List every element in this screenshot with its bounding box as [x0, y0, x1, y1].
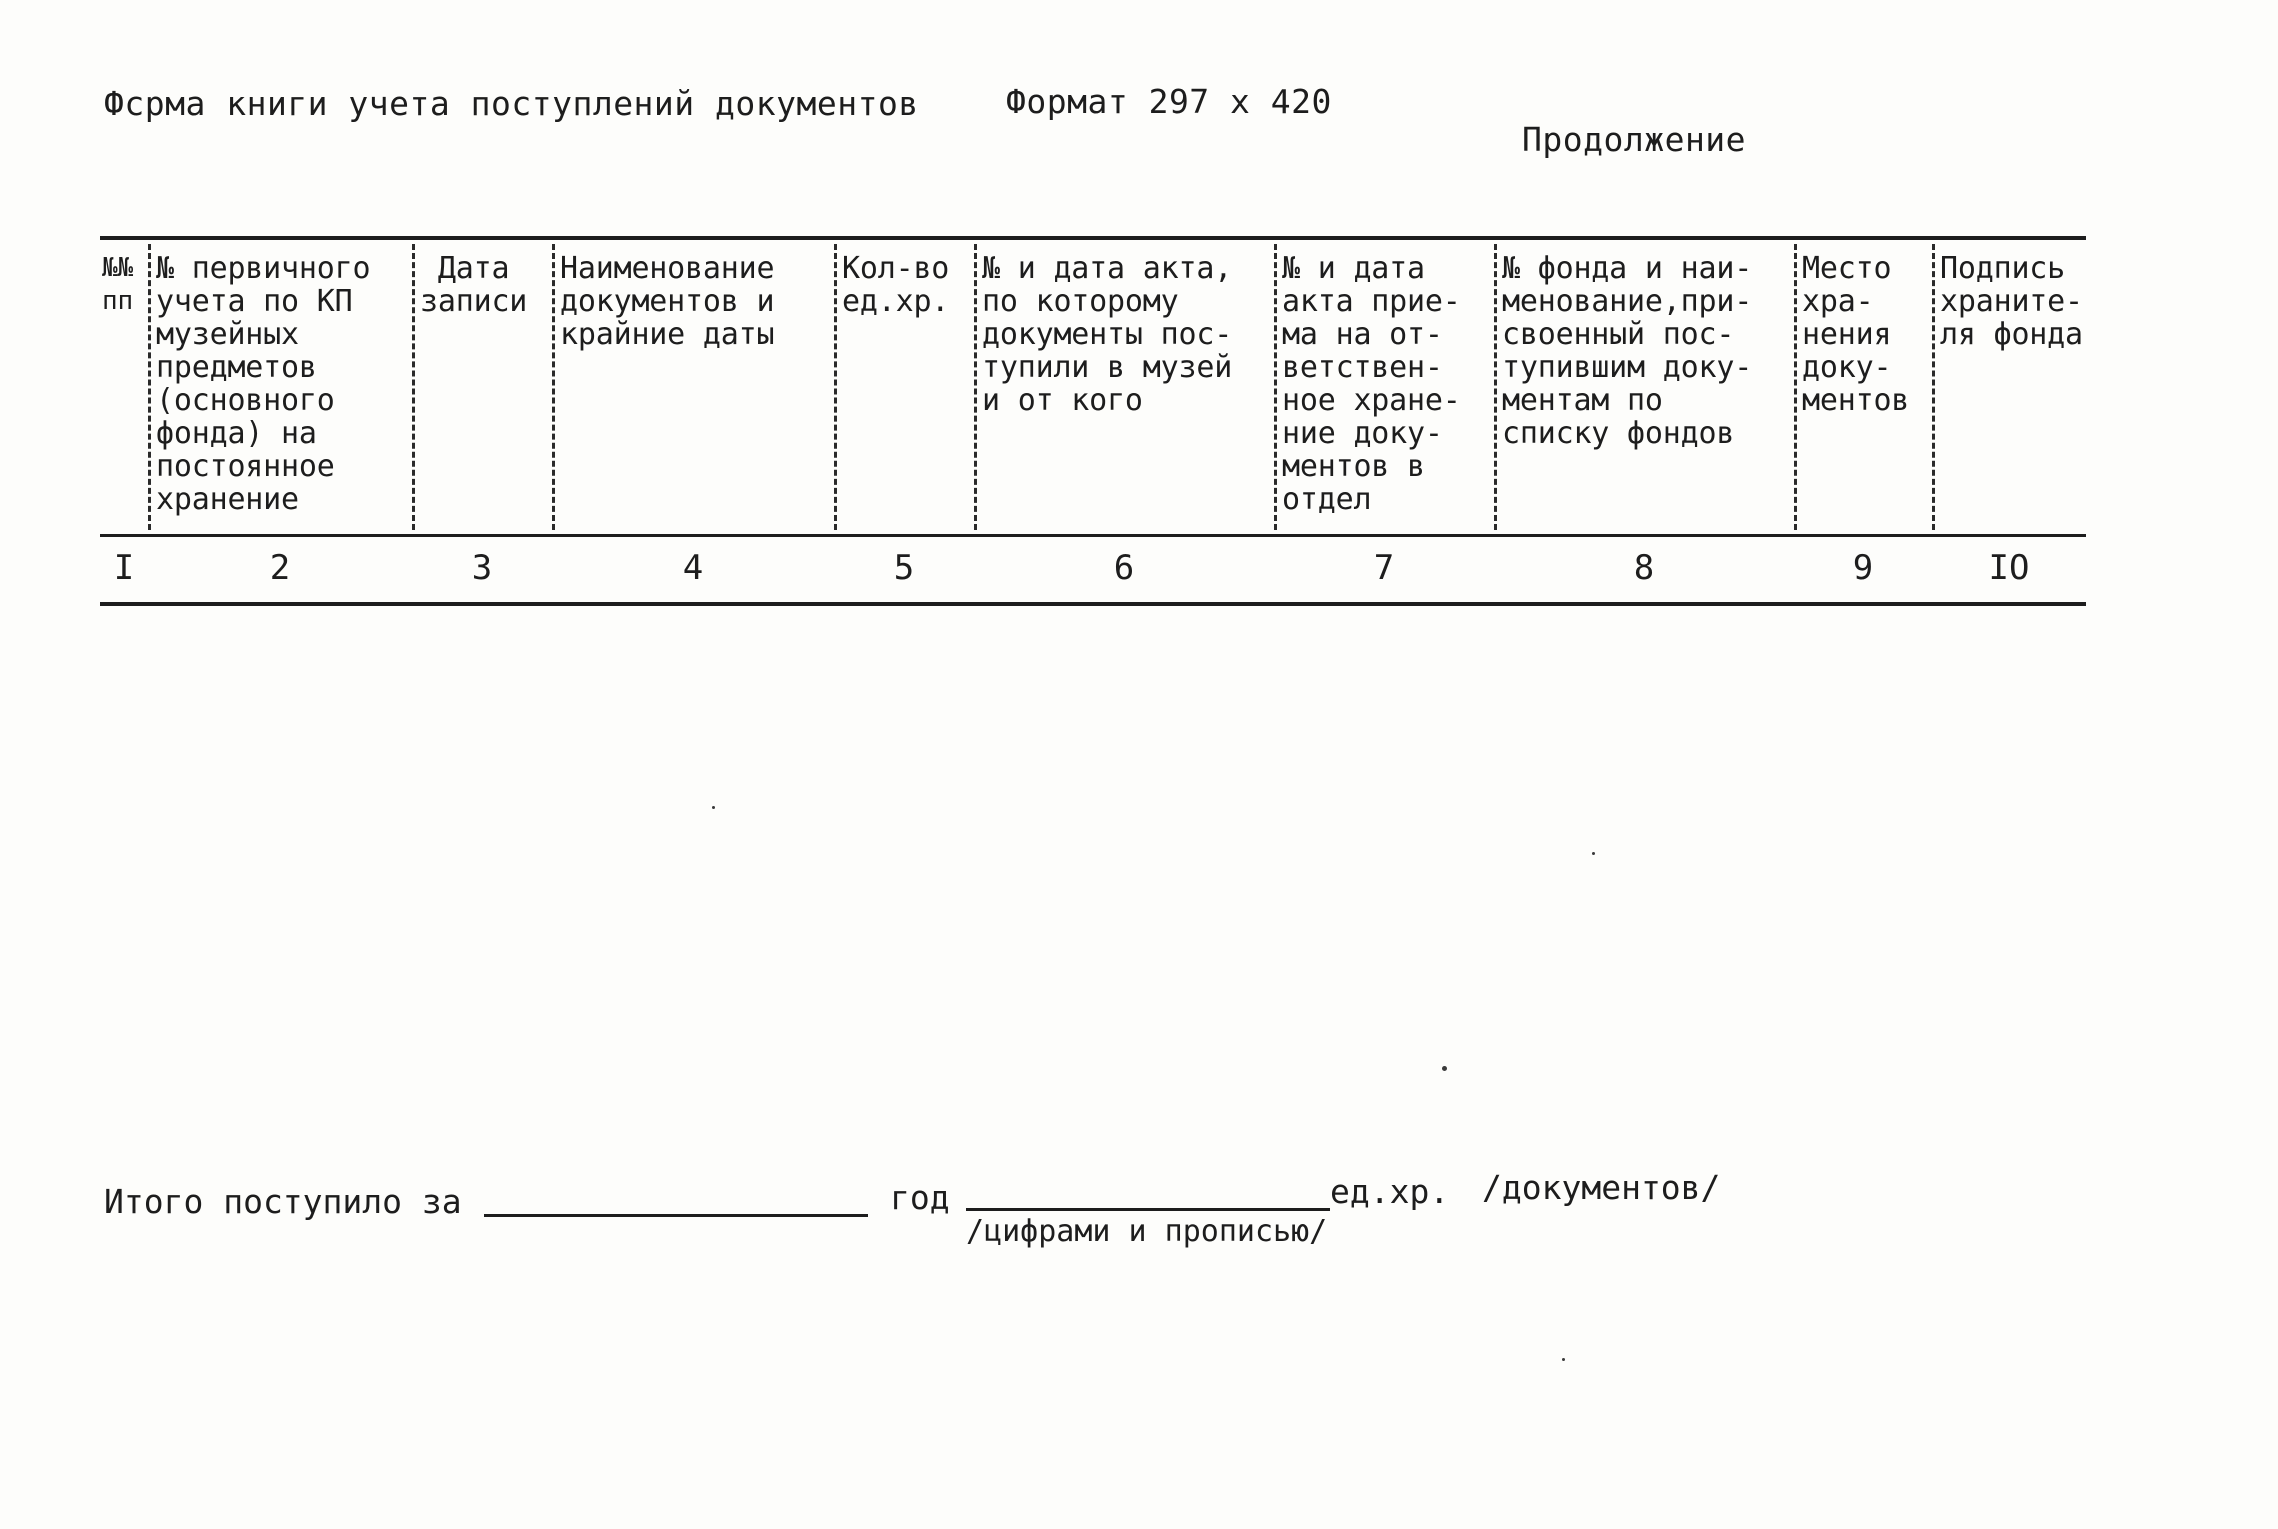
column-header-9: Место хра- нения доку- ментов [1802, 251, 1910, 418]
column-header-2: № первичного учета по КП музейных предметов (основного фонда) на постоянное хранение [156, 251, 371, 517]
table-header-rule [100, 534, 2086, 537]
column-number-9: 9 [1852, 548, 1874, 588]
continuation-label: Продолжение [1522, 120, 1747, 159]
column-number-4: 4 [682, 548, 704, 588]
column-number-1: I [113, 548, 135, 588]
form-title: Фсрма книги учета поступлений документов [104, 84, 919, 123]
quantity-blank-line[interactable] [966, 1208, 1330, 1211]
table-bottom-rule [100, 602, 2086, 606]
column-number-10: IO [1988, 548, 2030, 588]
column-header-6: № и дата акта, по которому документы пос- тупили в музей и от кого [982, 251, 1233, 418]
column-header-8: № фонда и наи- менование,при- своенный пос- тупившим доку- ментам по списку фондов [1502, 251, 1753, 451]
digits-and-words-hint: /цифрами и прописью/ [966, 1214, 1328, 1249]
documents-label: /документов/ [1482, 1168, 1721, 1207]
total-received-label: Итого поступило за [104, 1182, 462, 1221]
scan-speck [1442, 1066, 1447, 1071]
column-separator [834, 244, 837, 530]
format-label: Формат 297 х 420 [1006, 82, 1332, 121]
column-separator [148, 244, 151, 530]
column-number-3: 3 [471, 548, 493, 588]
column-number-6: 6 [1113, 548, 1135, 588]
column-header-3: Дата записи [420, 251, 528, 319]
column-separator [974, 244, 977, 530]
column-header-7: № и дата акта прие- ма на от- ветствен- ное хране- ние доку- ментов в отдел [1282, 251, 1461, 517]
year-label: год [890, 1178, 950, 1217]
column-separator [1494, 244, 1497, 530]
column-number-7: 7 [1373, 548, 1395, 588]
column-header-5: Кол-во ед.хр. [842, 251, 950, 319]
column-header-10: Подпись храните- ля фонда [1940, 251, 2083, 352]
column-separator [1274, 244, 1277, 530]
year-blank-line[interactable] [484, 1214, 868, 1217]
column-separator [1794, 244, 1797, 530]
column-header-1: №№ пп [102, 253, 133, 316]
column-separator [552, 244, 555, 530]
storage-units-label: ед.хр. [1330, 1172, 1450, 1211]
scan-speck [1562, 1358, 1565, 1361]
column-header-4: Наименование документов и крайние даты [560, 251, 775, 352]
column-number-8: 8 [1633, 548, 1655, 588]
column-number-2: 2 [269, 548, 291, 588]
column-separator [1932, 244, 1935, 530]
column-number-5: 5 [893, 548, 915, 588]
table-top-rule [100, 236, 2086, 240]
column-separator [412, 244, 415, 530]
scan-speck [712, 806, 715, 809]
scan-speck [1592, 852, 1595, 855]
